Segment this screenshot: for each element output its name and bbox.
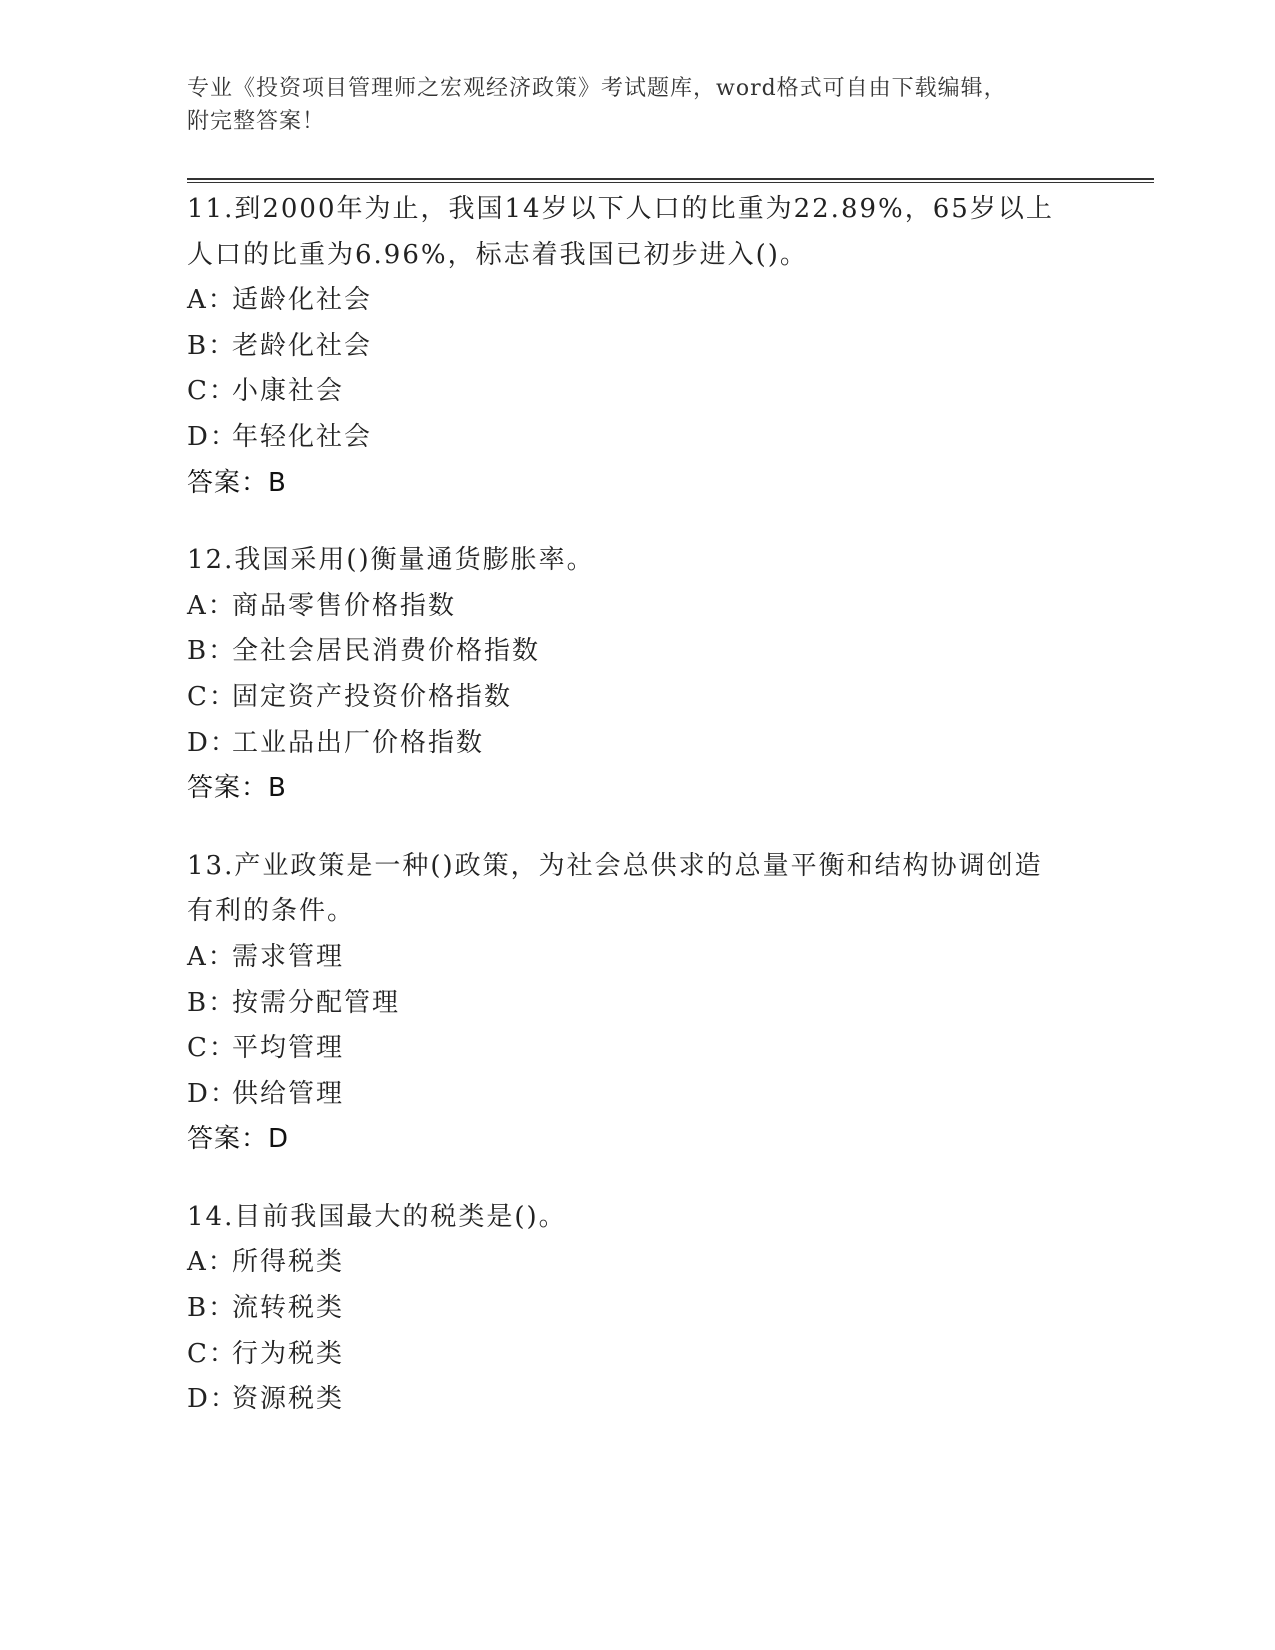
option-letter: A： xyxy=(187,285,236,316)
option-text: 全社会居民消费价格指数 xyxy=(232,636,541,667)
answer-option xyxy=(187,1240,1087,1286)
option-text: 工业品出厂价格指数 xyxy=(232,727,485,758)
option-text: 年轻化社会 xyxy=(232,421,373,452)
option-text: 供给管理 xyxy=(232,1078,345,1109)
answer-option xyxy=(187,721,1087,767)
answer-key: 答案：D xyxy=(187,1124,290,1155)
option-letter: A： xyxy=(187,941,236,972)
option-text: 需求管理 xyxy=(232,941,345,972)
option-text: 按需分配管理 xyxy=(232,987,401,1018)
answer-option xyxy=(187,415,1087,461)
answer-option xyxy=(187,629,1087,675)
question-stem-line: 人口的比重为6.96%，标志着我国已初步进入()。 xyxy=(187,239,808,270)
answer-option xyxy=(187,1072,1087,1118)
question-2 xyxy=(187,538,1087,812)
option-letter: A： xyxy=(187,1247,236,1278)
answer-option xyxy=(187,1286,1087,1332)
option-letter: B： xyxy=(187,987,237,1018)
answer-option xyxy=(187,278,1087,324)
option-letter: D： xyxy=(187,421,238,452)
option-text: 资源税类 xyxy=(232,1384,345,1415)
option-text: 流转税类 xyxy=(232,1293,345,1324)
answer-option xyxy=(187,369,1087,415)
option-text: 商品零售价格指数 xyxy=(232,590,457,621)
option-text: 平均管理 xyxy=(232,1033,345,1064)
answer-key: 答案：B xyxy=(187,467,287,498)
question-stem-line: 14.目前我国最大的税类是()。 xyxy=(187,1201,567,1232)
option-letter: B： xyxy=(187,636,237,667)
option-letter: B： xyxy=(187,1293,237,1324)
question-4 xyxy=(187,1195,1087,1423)
option-text: 老龄化社会 xyxy=(232,330,373,361)
answer-option xyxy=(187,981,1087,1027)
question-stem-line: 有利的条件。 xyxy=(187,896,356,927)
answer-option xyxy=(187,1377,1087,1423)
option-text: 行为税类 xyxy=(232,1338,345,1369)
option-letter: A： xyxy=(187,590,236,621)
option-text: 所得税类 xyxy=(232,1247,345,1278)
question-list xyxy=(187,187,1087,1455)
header-divider xyxy=(187,178,1154,183)
header-line-2: 附完整答案！ xyxy=(187,109,326,134)
option-text: 固定资产投资价格指数 xyxy=(232,681,513,712)
option-letter: D： xyxy=(187,1384,238,1415)
document-header xyxy=(187,72,1067,138)
option-letter: C： xyxy=(187,681,237,712)
question-stem-line: 13.产业政策是一种()政策，为社会总供求的总量平衡和结构协调创造 xyxy=(187,850,1043,881)
answer-option xyxy=(187,675,1087,721)
question-3 xyxy=(187,844,1087,1163)
option-letter: B： xyxy=(187,330,237,361)
option-letter: C： xyxy=(187,376,237,407)
option-letter: D： xyxy=(187,727,238,758)
answer-option xyxy=(187,584,1087,630)
question-1 xyxy=(187,187,1087,506)
header-line-1: 专业《投资项目管理师之宏观经济政策》考试题库，word格式可自由下载编辑， xyxy=(187,76,1007,101)
answer-option xyxy=(187,1332,1087,1378)
option-text: 小康社会 xyxy=(232,376,345,407)
option-letter: C： xyxy=(187,1338,237,1369)
answer-option xyxy=(187,935,1087,981)
question-stem-line: 12.我国采用()衡量通货膨胀率。 xyxy=(187,545,595,576)
answer-option xyxy=(187,1026,1087,1072)
option-letter: C： xyxy=(187,1033,237,1064)
option-letter: D： xyxy=(187,1078,238,1109)
answer-key: 答案：B xyxy=(187,773,287,804)
answer-option xyxy=(187,324,1087,370)
question-stem-line: 11.到2000年为止，我国14岁以下人口的比重为22.89%，65岁以上 xyxy=(187,194,1054,224)
option-text: 适龄化社会 xyxy=(232,285,373,316)
